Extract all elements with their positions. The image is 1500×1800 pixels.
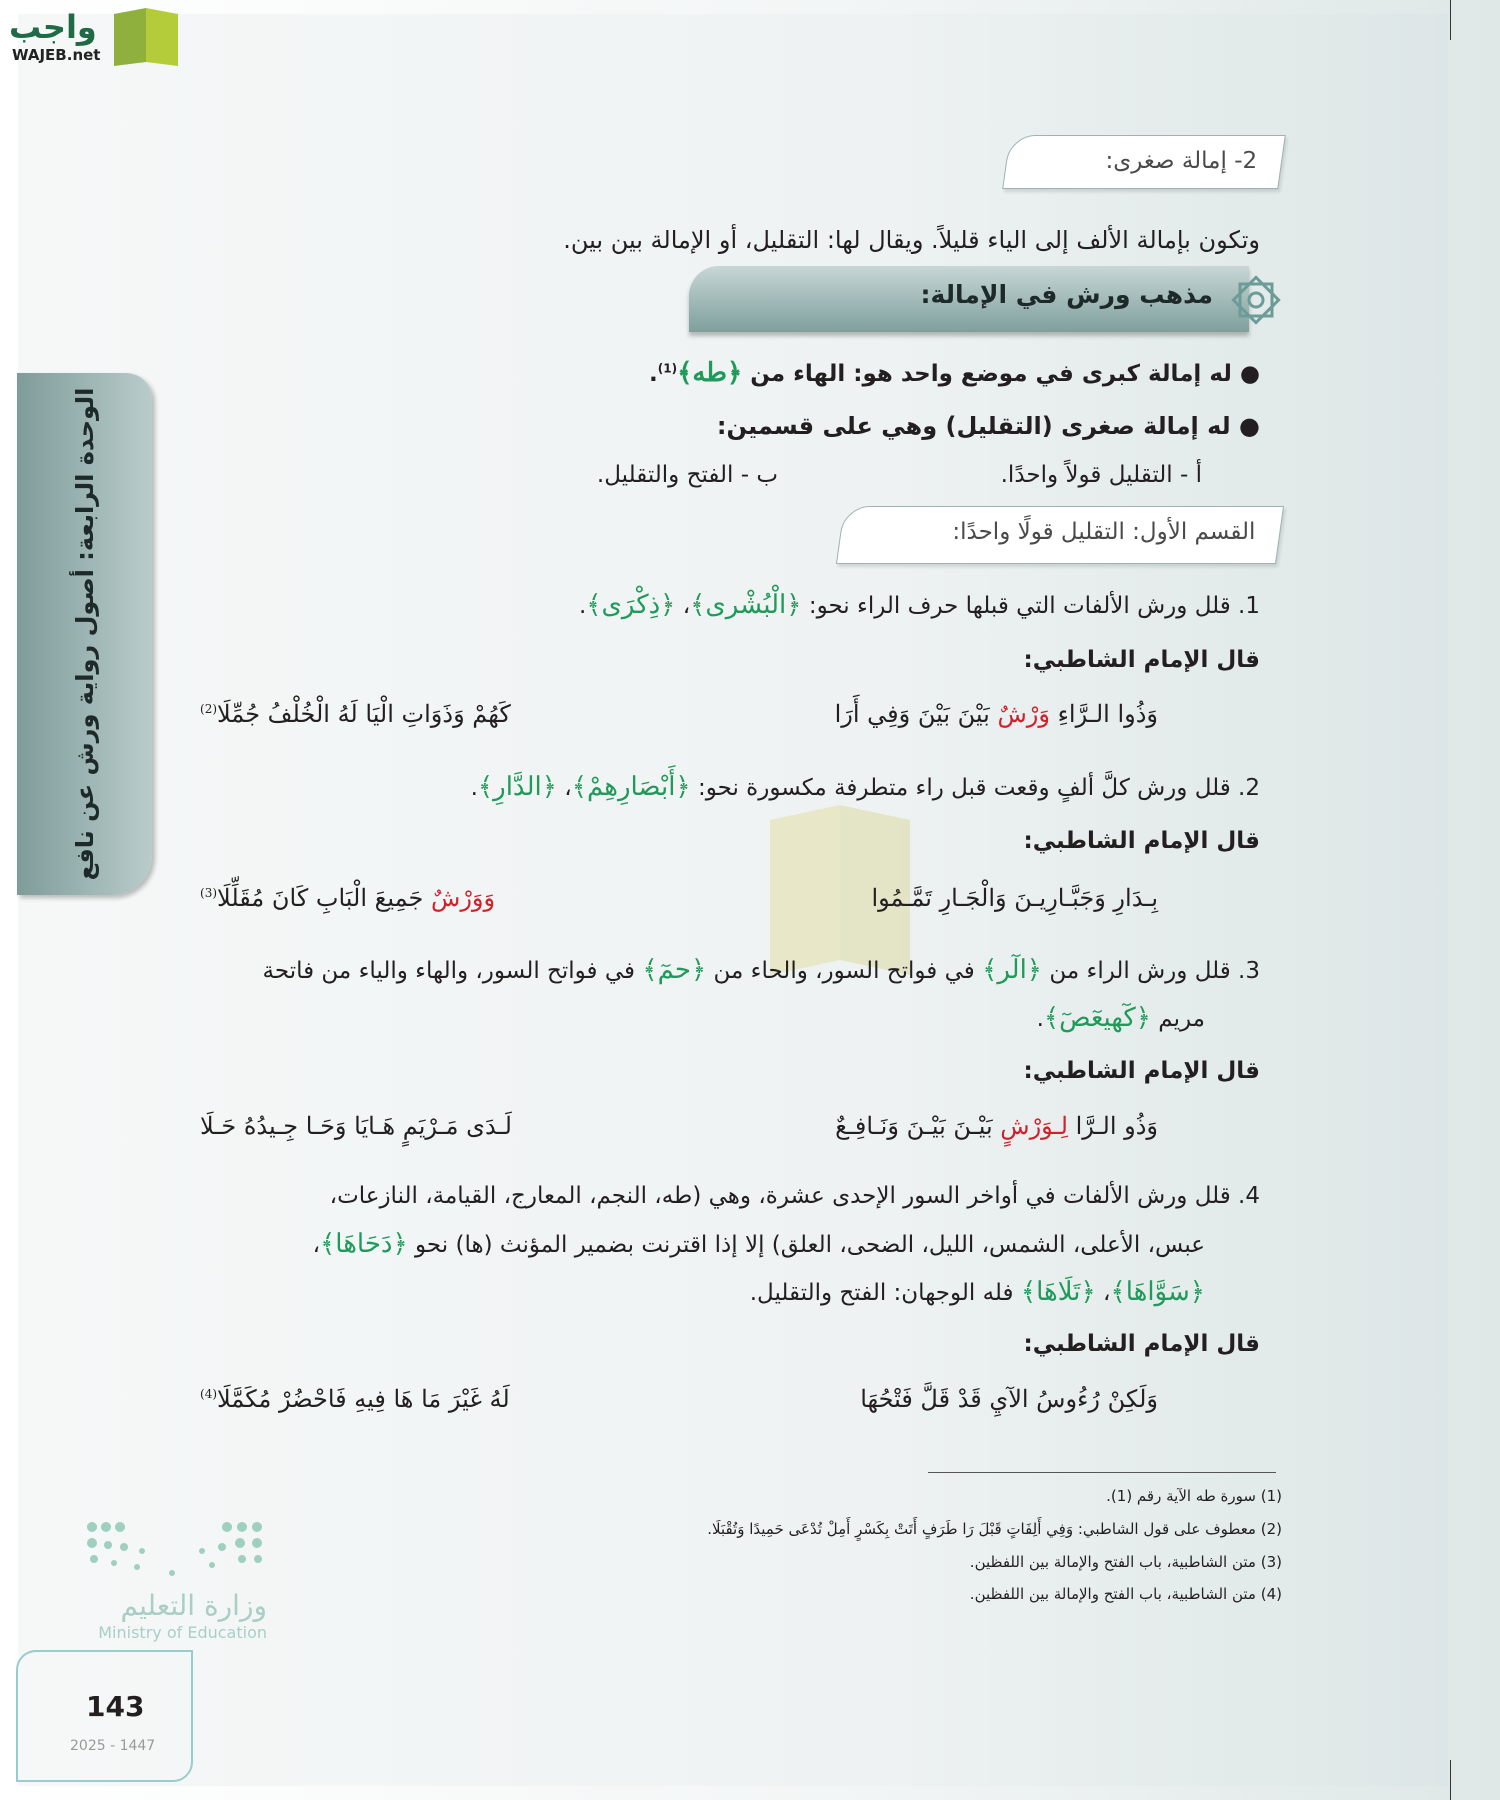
footnote-divider	[928, 1472, 1276, 1473]
svg-text:WAJEB.net: WAJEB.net	[12, 46, 101, 64]
bullet-item: ● له إمالة كبرى في موضع واحد هو: الهاء من ﴿طه﴾$^{(1)}$.	[649, 358, 1260, 388]
quran-word: ﴿طه﴾	[677, 358, 743, 388]
unit-title: الوحدة الرابعة: أصول رواية ورش عن نافع	[70, 387, 99, 881]
rule-item-4: 4. قلل ورش الألفات في أواخر السور الإحدى عشرة، وهي (طه، النجم، المعارج، القيامة، النازعات،	[329, 1183, 1260, 1209]
rule-item-3-cont: مريم ﴿كٓهيعٓصٓ﴾.	[1036, 1003, 1205, 1033]
section-heading: 2- إمالة صغرى:	[1105, 148, 1258, 174]
rule-item-3: 3. قلل ورش الراء من ﴿الٓر﴾ في فواتح السور، والحاء من ﴿حمٓ﴾ في فواتح السور، والهاء والياء من فاتحة	[262, 955, 1260, 985]
rule-item-4-line3: ﴿سَوَّاهَا﴾، ﴿تَلَاهَا﴾ فله الوجهان: الفتح والتقليل.	[749, 1277, 1205, 1307]
shatibi-label: قال الإمام الشاطبي:	[1023, 647, 1260, 673]
footnote: (2) معطوف على قول الشاطبي: وَفِي أَلِفَاتٍ قَبْلَ رَا طَرَفٍ أَتَتْ بِكَسْرٍ أَمِلْ تُدْعَى حَمِيدًا وَتُقْبَلَا.	[707, 1520, 1282, 1538]
verse-second-hemistich: كَهُمْ وَذَوَاتِ الْيَا لَهُ الْخُلْفُ جُمِّلَا$^{(2)}$	[200, 700, 511, 728]
shatibi-label: قال الإمام الشاطبي:	[1023, 1058, 1260, 1084]
crop-mark	[1450, 1760, 1451, 1800]
division-b: ب - الفتح والتقليل.	[596, 462, 778, 488]
shatibi-label: قال الإمام الشاطبي:	[1023, 828, 1260, 854]
ministry-name-en: Ministry of Education	[98, 1623, 267, 1642]
verse-first-hemistich: بِـدَارِ وَجَبَّـارِيـنَ وَالْجَـارِ تَمَّـمُوا	[871, 884, 1158, 912]
footnote: (3) متن الشاطبية، باب الفتح والإمالة بين اللفظين.	[969, 1553, 1282, 1571]
footnote: (4) متن الشاطبية، باب الفتح والإمالة بين اللفظين.	[969, 1585, 1282, 1603]
rule-item-1: 1. قلل ورش الألفات التي قبلها حرف الراء نحو: ﴿الْبُشْرى﴾، ﴿ذِكْرَى﴾.	[578, 590, 1260, 620]
svg-text:واجب: واجب	[9, 8, 97, 46]
verse-second-hemistich: لَـدَى مَـرْيَمٍ هَـايَا وَحَـا جِـيدُهُ حَـلَا	[200, 1112, 512, 1140]
ministry-logo	[82, 1515, 267, 1643]
banner-title: مذهب ورش في الإمالة:	[920, 280, 1213, 309]
bullet-item: ● له إمالة صغرى (التقليل) وهي على قسمين:	[716, 412, 1260, 440]
ministry-name-ar: وزارة التعليم	[120, 1589, 267, 1622]
shatibi-label: قال الإمام الشاطبي:	[1023, 1331, 1260, 1357]
unit-side-tab	[17, 373, 152, 895]
section-banner	[689, 266, 1249, 332]
page-number: 143	[86, 1690, 145, 1723]
verse-first-hemistich: وَذُوا الـرَّاءِ وَرْشٌ بَيْنَ بَيْنَ وَفِي أَرَا	[834, 700, 1158, 728]
star-ornament-icon	[1228, 272, 1284, 328]
verse-first-hemistich: وَذُو الـرَّا لِـوَرْشٍ بَيْـنَ بَيْـنَ وَنَـافِـعٌ	[835, 1112, 1158, 1140]
part-heading-box	[836, 506, 1284, 564]
verse-second-hemistich: وَوَرْشٌ جَمِيعَ الْبَابِ كَانَ مُقَلِّلَا$^{(3)}$	[200, 884, 496, 912]
book-icon	[6, 4, 191, 66]
rule-item-4-line2: عبس، الأعلى، الشمس، الليل، الضحى، العلق) إلا إذا اقترنت بضمير المؤنث (ها) نحو ﴿دَحَاهَا﴾،	[312, 1229, 1205, 1259]
crop-mark	[1450, 0, 1451, 40]
wajeb-logo	[6, 4, 191, 70]
footnote: (1) سورة طه الآية رقم (1).	[1106, 1487, 1282, 1505]
rule-item-2: 2. قلل ورش كلَّ ألفٍ وقعت قبل راء متطرفة مكسورة نحو: ﴿أَبْصَارِهِمْ﴾، ﴿الدَّارِ﴾.	[470, 772, 1260, 802]
dots-pattern-icon	[82, 1515, 267, 1585]
verse-first-hemistich: وَلَكِنْ رُءُوسُ الآيِ قَدْ قَلَّ فَتْحُهَا	[860, 1385, 1158, 1413]
section-paragraph: وتكون بإمالة الألف إلى الياء قليلاً. ويقال لها: التقليل، أو الإمالة بين بين.	[563, 226, 1260, 254]
section-heading-box	[1002, 135, 1286, 189]
verse-second-hemistich: لَهُ غَيْرَ مَا هَا فِيهِ فَاحْضُرْ مُكَمَّلَا$^{(4)}$	[200, 1385, 510, 1413]
footnote-ref: (1)	[657, 361, 678, 376]
part-heading: القسم الأول: التقليل قولًا واحدًا:	[952, 519, 1256, 545]
division-a: أ - التقليل قولاً واحدًا.	[1000, 462, 1202, 488]
edition-year: 2025 - 1447	[70, 1738, 156, 1754]
